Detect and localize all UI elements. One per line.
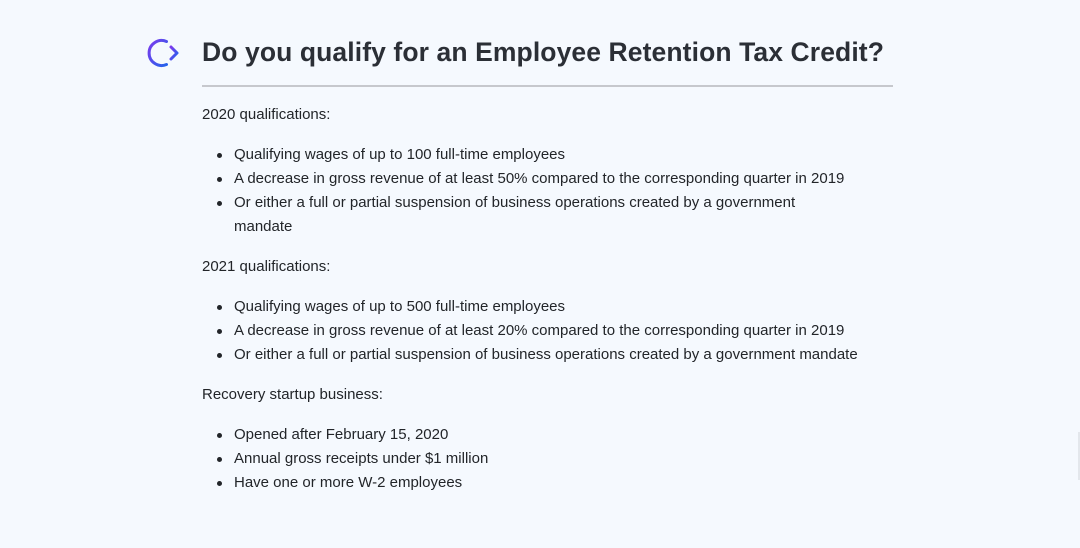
section-heading-recovery-startup: Recovery startup business: (202, 386, 383, 403)
title-divider (202, 85, 893, 87)
list-item: A decrease in gross revenue of at least 50% compared to the corresponding quarter in 2019 (202, 167, 902, 191)
list-item: A decrease in gross revenue of at least 20% compared to the corresponding quarter in 2019 (202, 319, 902, 343)
qualifications-content (202, 103, 902, 511)
list-item: Annual gross receipts under $1 million (202, 447, 902, 471)
list-item: Opened after February 15, 2020 (202, 423, 902, 447)
page-title: Do you qualify for an Employee Retention Tax Credit? (202, 37, 885, 67)
list-item: Qualifying wages of up to 500 full-time employees (202, 295, 902, 319)
list-item: Have one or more W-2 employees (202, 471, 902, 495)
section-heading-2020: 2020 qualifications: (202, 106, 331, 123)
arrow-exit-icon (146, 36, 180, 70)
bullet-list-2020 (202, 143, 902, 239)
list-item: Or either a full or partial suspension of business operations created by a government mandate (202, 191, 834, 239)
bullet-list-recovery-startup (202, 423, 902, 495)
section-heading-2021: 2021 qualifications: (202, 258, 331, 275)
list-item: Or either a full or partial suspension of business operations created by a government mandate (202, 343, 902, 367)
list-item: Qualifying wages of up to 100 full-time employees (202, 143, 902, 167)
bullet-list-2021 (202, 295, 902, 367)
